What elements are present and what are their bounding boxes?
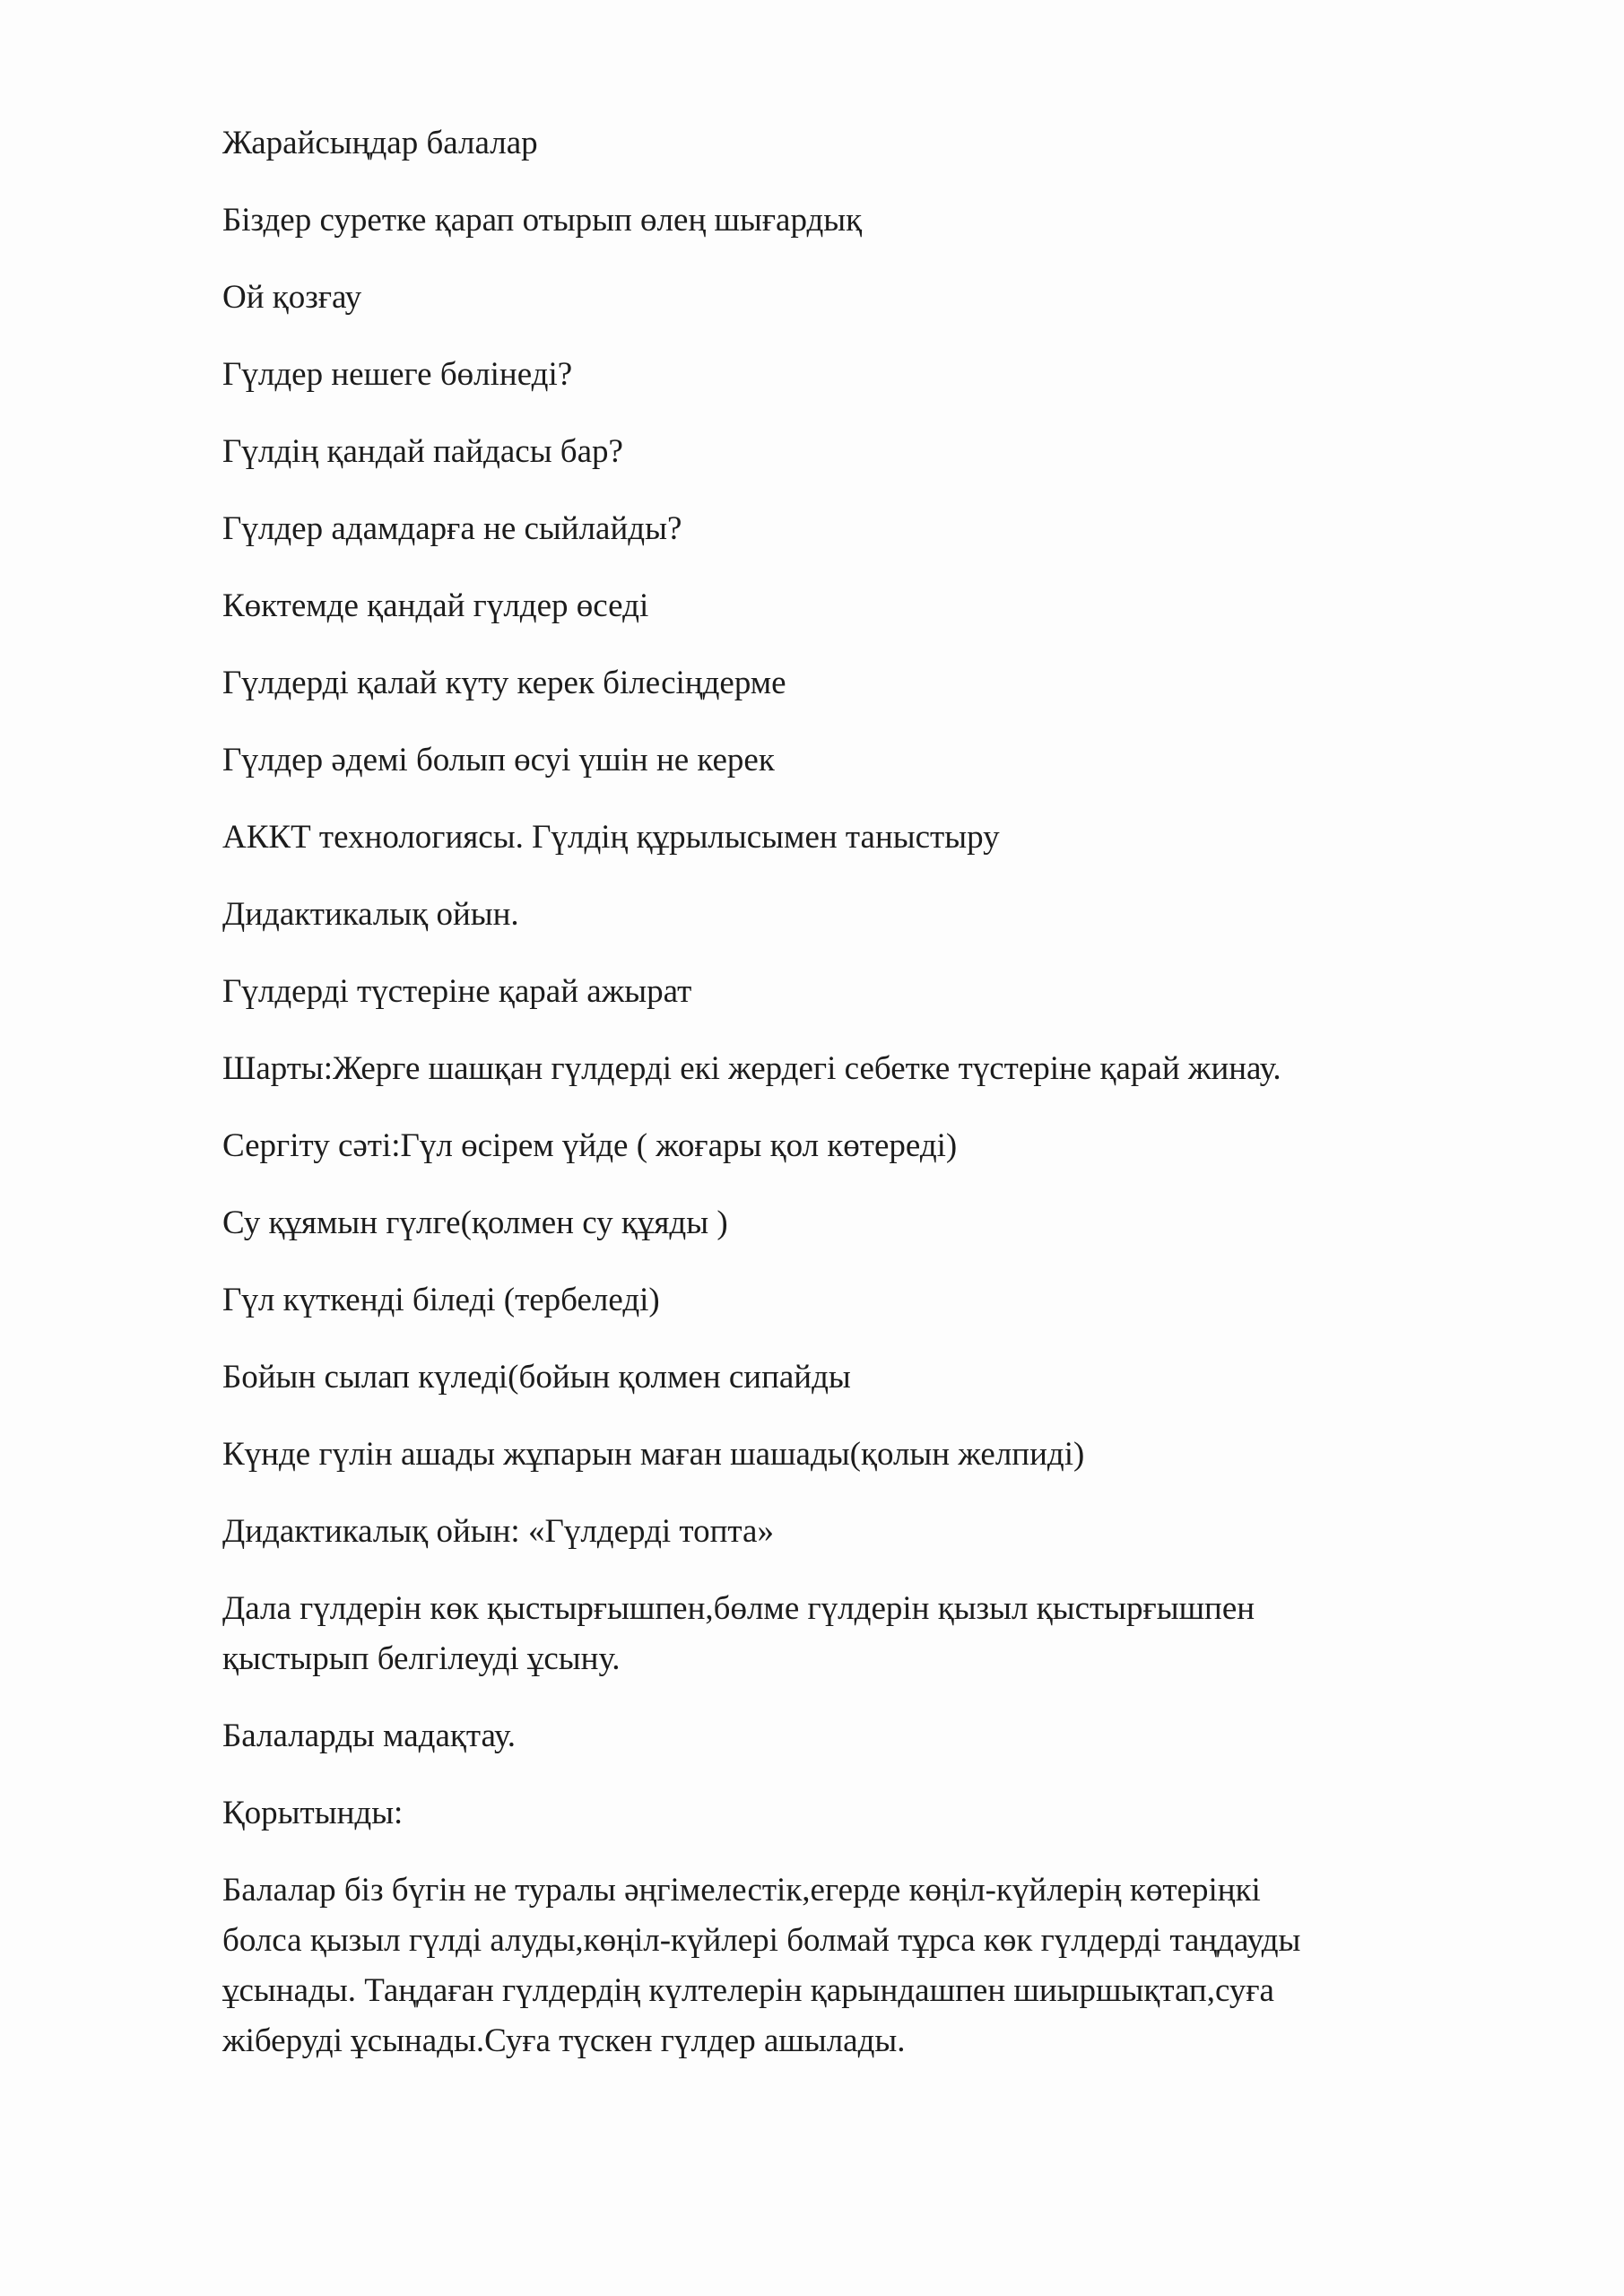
text-line: Гүлдің қандай пайдасы бар? [222, 433, 623, 470]
paragraph-line: Дала гүлдерін көк қыстырғышпен,бөлме гүлдерін қызыл қыстырғышпен [222, 1590, 1255, 1627]
text-line: Гүлдерді қалай күту керек білесіңдерме [222, 665, 786, 701]
text-line: Жарайсыңдар балалар [222, 125, 538, 161]
paragraph-line: Балалар біз бүгін не туралы әңгімелестік,егерде көңіл-күйлерің көтеріңкі [222, 1872, 1261, 1909]
text-line: Көктемде қандай гүлдер өседі [222, 587, 649, 624]
text-line: Гүл күткенді біледі (тербеледі) [222, 1282, 660, 1318]
text-line: Гүлдер нешеге бөлінеді? [222, 356, 573, 393]
paragraph-line: болса қызыл гүлді алуды,көңіл-күйлері болмай тұрса көк гүлдерді таңдауды [222, 1922, 1301, 1959]
paragraph-line: қыстырып белгілеуді ұсыну. [222, 1640, 621, 1677]
paragraph-line: ұсынады. Таңдаған гүлдердің күлтелерін қарындашпен шиыршықтап,суға [222, 1972, 1274, 2009]
text-line: Шарты:Жерге шашқан гүлдерді екі жердегі себетке түстеріне қарай жинау. [222, 1050, 1281, 1087]
text-line: Күнде гүлін ашады жұпарын маған шашады(қолын желпиді) [222, 1436, 1085, 1473]
text-line: Дидактикалық ойын. [222, 896, 519, 933]
text-line: АККТ технологиясы. Гүлдің құрылысымен таныстыру [222, 819, 1000, 856]
text-line: Гүлдер әдемі болып өсуі үшін не керек [222, 742, 775, 778]
text-line-praise: Балаларды мадақтау. [222, 1718, 517, 1754]
text-line: Ой қозғау [222, 279, 362, 316]
paragraph-clips [222, 1584, 1496, 1684]
document-body [222, 118, 1496, 2093]
text-line: Бойын сылап күледі(бойын қолмен сипайды [222, 1359, 851, 1396]
text-line: Сергіту сәті:Гүл өсірем үйде ( жоғары қол көтереді) [222, 1127, 958, 1164]
text-line-conclusion: Қорытынды: [222, 1795, 404, 1831]
paragraph-line: жіберуді ұсынады.Суға түскен гүлдер ашылады. [222, 2022, 906, 2059]
text-line: Біздер суретке қарап отырып өлең шығардық [222, 202, 863, 239]
text-line: Гүлдер адамдарға не сыйлайды? [222, 510, 682, 547]
text-line: Гүлдерді түстеріне қарай ажырат [222, 973, 692, 1010]
text-line: Су құямын гүлге(қолмен су құяды ) [222, 1205, 728, 1241]
paragraph-conclusion [222, 1866, 1496, 2066]
text-line: Дидактикалық ойын: «Гүлдерді топта» [222, 1513, 774, 1550]
